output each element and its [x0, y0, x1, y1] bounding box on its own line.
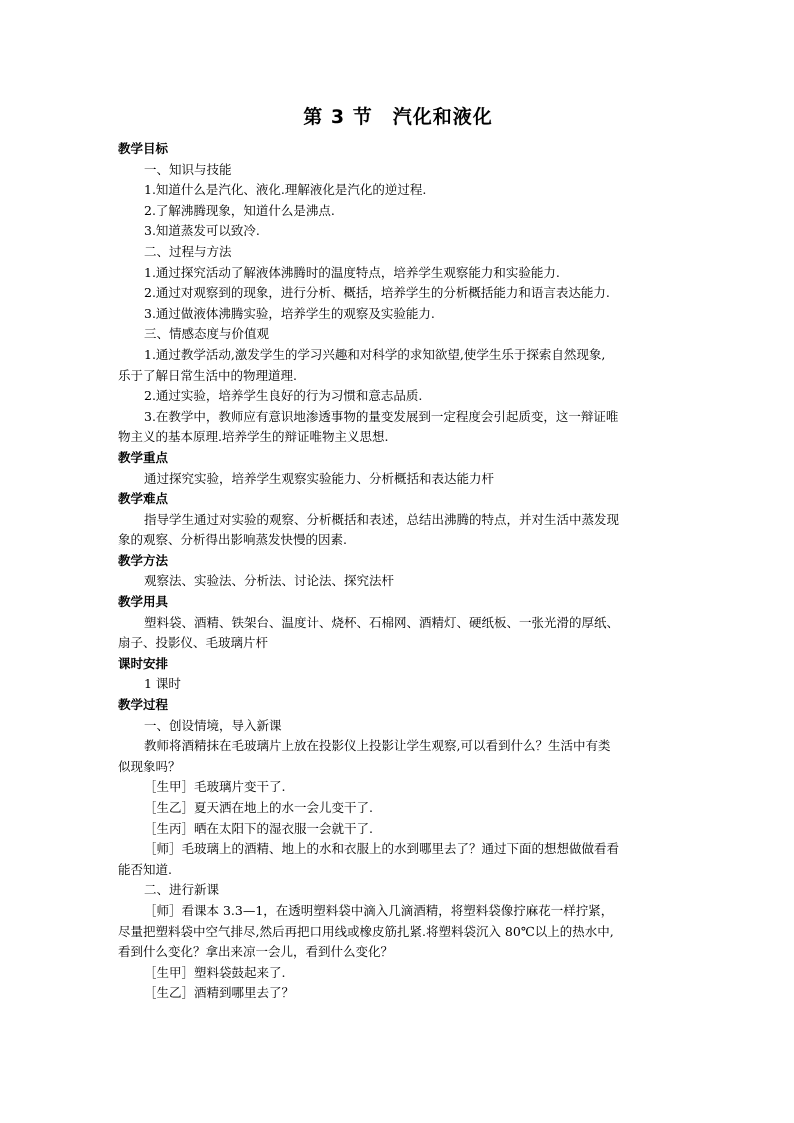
- text-line: ［生丙］晒在太阳下的湿衣服一会就干了.: [144, 820, 373, 836]
- text-line: 2.了解沸腾现象，知道什么是沸点.: [144, 202, 335, 218]
- text-line: 物主义的基本原理.培养学生的辩证唯物主义思想.: [118, 429, 389, 445]
- section-heading: 教学目标: [118, 141, 169, 156]
- text-line: 似现象吗？: [118, 758, 181, 774]
- text-line: 3.在教学中，教师应有意识地渗透事物的量变发展到一定程度会引起质变，这一辩证唯: [144, 408, 619, 424]
- section-heading: 教学难点: [118, 491, 169, 507]
- text-line: ［师］毛玻璃上的酒精、地上的水和衣服上的水到哪里去了？通过下面的想想做做看看: [144, 841, 620, 857]
- text-line: 三、情感态度与价值观: [144, 326, 270, 342]
- section-heading: 教学方法: [118, 552, 169, 568]
- text-line: 3.通过做液体沸腾实验，培养学生的观察及实验能力.: [144, 305, 435, 321]
- text-line: 尽量把塑料袋中空气排尽,然后再把口用线或橡皮筋扎紧.将塑料袋沉入 80℃以上的热水中,: [118, 923, 614, 939]
- text-line: ［师］看课本 3.3—1，在透明塑料袋中滴入几滴酒精，将塑料袋像拧麻花一样拧紧，: [144, 902, 614, 918]
- section-heading: 课时安排: [118, 655, 169, 671]
- text-line: 能否知道.: [118, 861, 172, 877]
- text-line: 看到什么变化？拿出来凉一会儿，看到什么变化？: [118, 944, 394, 960]
- text-line: 一、创设情境，导入新课: [144, 717, 282, 733]
- text-line: ［生甲］塑料袋鼓起来了.: [144, 964, 286, 980]
- text-line: 教师将酒精抹在毛玻璃片上放在投影仪上投影让学生观察,可以看到什么？生活中有类: [144, 738, 611, 754]
- text-line: ［生乙］夏天洒在地上的水一会儿变干了.: [144, 800, 373, 815]
- text-line: 一、知识与技能: [144, 161, 232, 177]
- text-line: 扇子、投影仪、毛玻璃片杆: [118, 635, 269, 651]
- document-page: [118, 103, 678, 1004]
- page-title: 第 3 节 汽化和液化: [303, 106, 493, 128]
- text-line: 二、过程与方法: [144, 243, 232, 259]
- text-line: 1 课时: [144, 676, 181, 692]
- text-line: 二、进行新课: [144, 882, 220, 898]
- text-line: 指导学生通过对实验的观察、分析概括和表述，总结出沸腾的特点，并对生活中蒸发现: [144, 511, 620, 527]
- text-line: 1.通过教学活动,激发学生的学习兴趣和对科学的求知欲望,使学生乐于探索自然现象,: [144, 346, 606, 362]
- text-line: 通过探究实验，培养学生观察实验能力、分析概括和表达能力杆: [144, 470, 495, 486]
- text-line: 2.通过实验，培养学生良好的行为习惯和意志品质.: [144, 388, 423, 404]
- text-line: 1.通过探究活动了解液体沸腾时的温度特点，培养学生观察能力和实验能力.: [144, 264, 560, 280]
- text-line: 乐于了解日常生活中的物理道理.: [118, 367, 297, 383]
- section-heading: 教学重点: [118, 449, 169, 465]
- text-line: 2.通过对观察到的现象，进行分析、概括，培养学生的分析概括能力和语言表达能力.: [144, 285, 610, 301]
- text-line: 1.知道什么是汽化、液化.理解液化是汽化的逆过程.: [144, 182, 427, 198]
- text-line: 塑料袋、酒精、铁架台、温度计、烧杯、石棉网、酒精灯、硬纸板、一张光滑的厚纸、: [144, 614, 620, 630]
- section-heading: 教学过程: [118, 697, 169, 713]
- document-body: [118, 139, 678, 1004]
- text-line: ［生甲］毛玻璃片变干了.: [144, 779, 286, 795]
- text-line: ［生乙］酒精到哪里去了？: [144, 985, 295, 1001]
- text-line: 3.知道蒸发可以致冷.: [144, 223, 260, 239]
- text-line: 观察法、实验法、分析法、讨论法、探究法杆: [144, 573, 395, 589]
- section-heading: 教学用具: [118, 594, 169, 610]
- text-line: 象的观察、分析得出影响蒸发快慢的因素.: [118, 532, 347, 548]
